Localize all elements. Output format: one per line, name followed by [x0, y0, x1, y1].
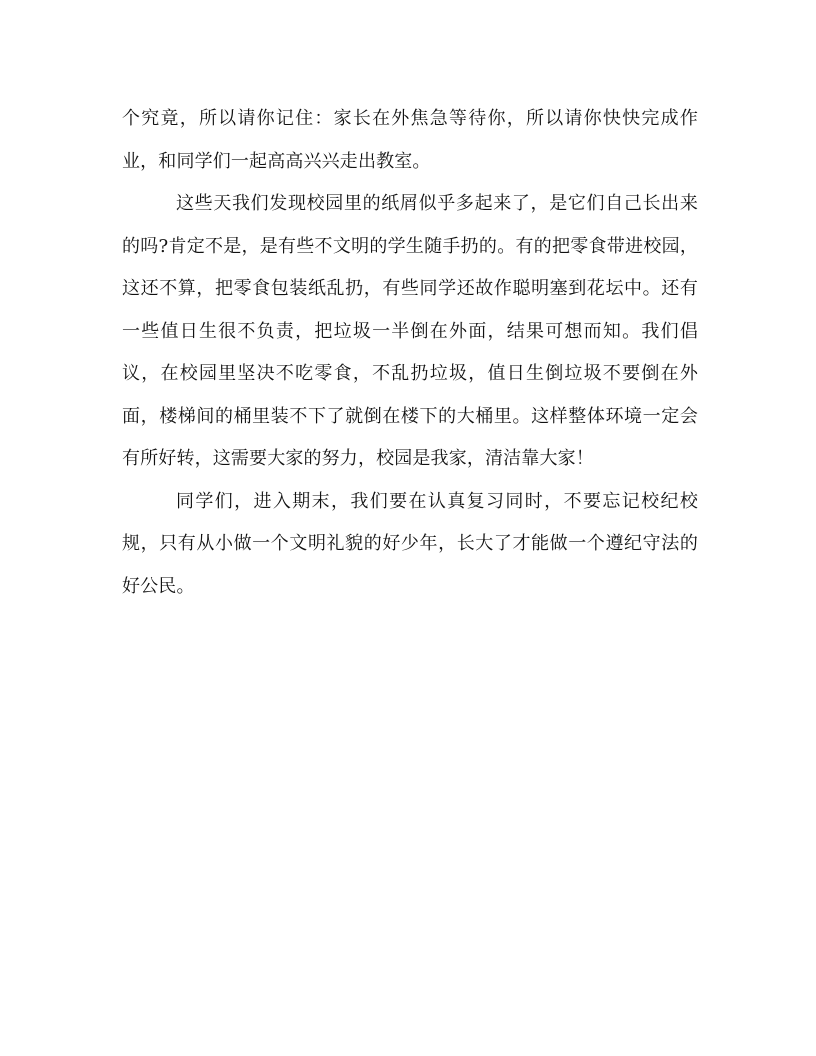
- paragraph-closing-appeal: 同学们，进入期末，我们要在认真复习同时，不要忘记校纪校规，只有从小做一个文明礼貌的好少年，长大了才能做一个遵纪守法的好公民。: [122, 490, 698, 597]
- document-body: [122, 98, 698, 608]
- paragraph-continuation: 个究竟，所以请你记住：家长在外焦急等待你，所以请你快快完成作业，和同学们一起高高兴兴走出教室。: [122, 108, 698, 172]
- paragraph-campus-litter: 这些天我们发现校园里的纸屑似乎多起来了，是它们自己长出来的吗?肯定不是，是有些不文明的学生随手扔的。有的把零食带进校园，这还不算，把零食包装纸乱扔，有些同学还故作聪明塞到花坛中。还有一些值日生很不负责，把垃圾一半倒在外面，结果可想而知。我们倡议，在校园里坚决不吃零食，不乱扔垃圾，值日生倒垃圾不要倒在外面，楼梯间的桶里装不下了就倒在楼下的大桶里。这样整体环境一定会有所好转，这需要大家的努力，校园是我家，清洁靠大家！: [122, 193, 698, 469]
